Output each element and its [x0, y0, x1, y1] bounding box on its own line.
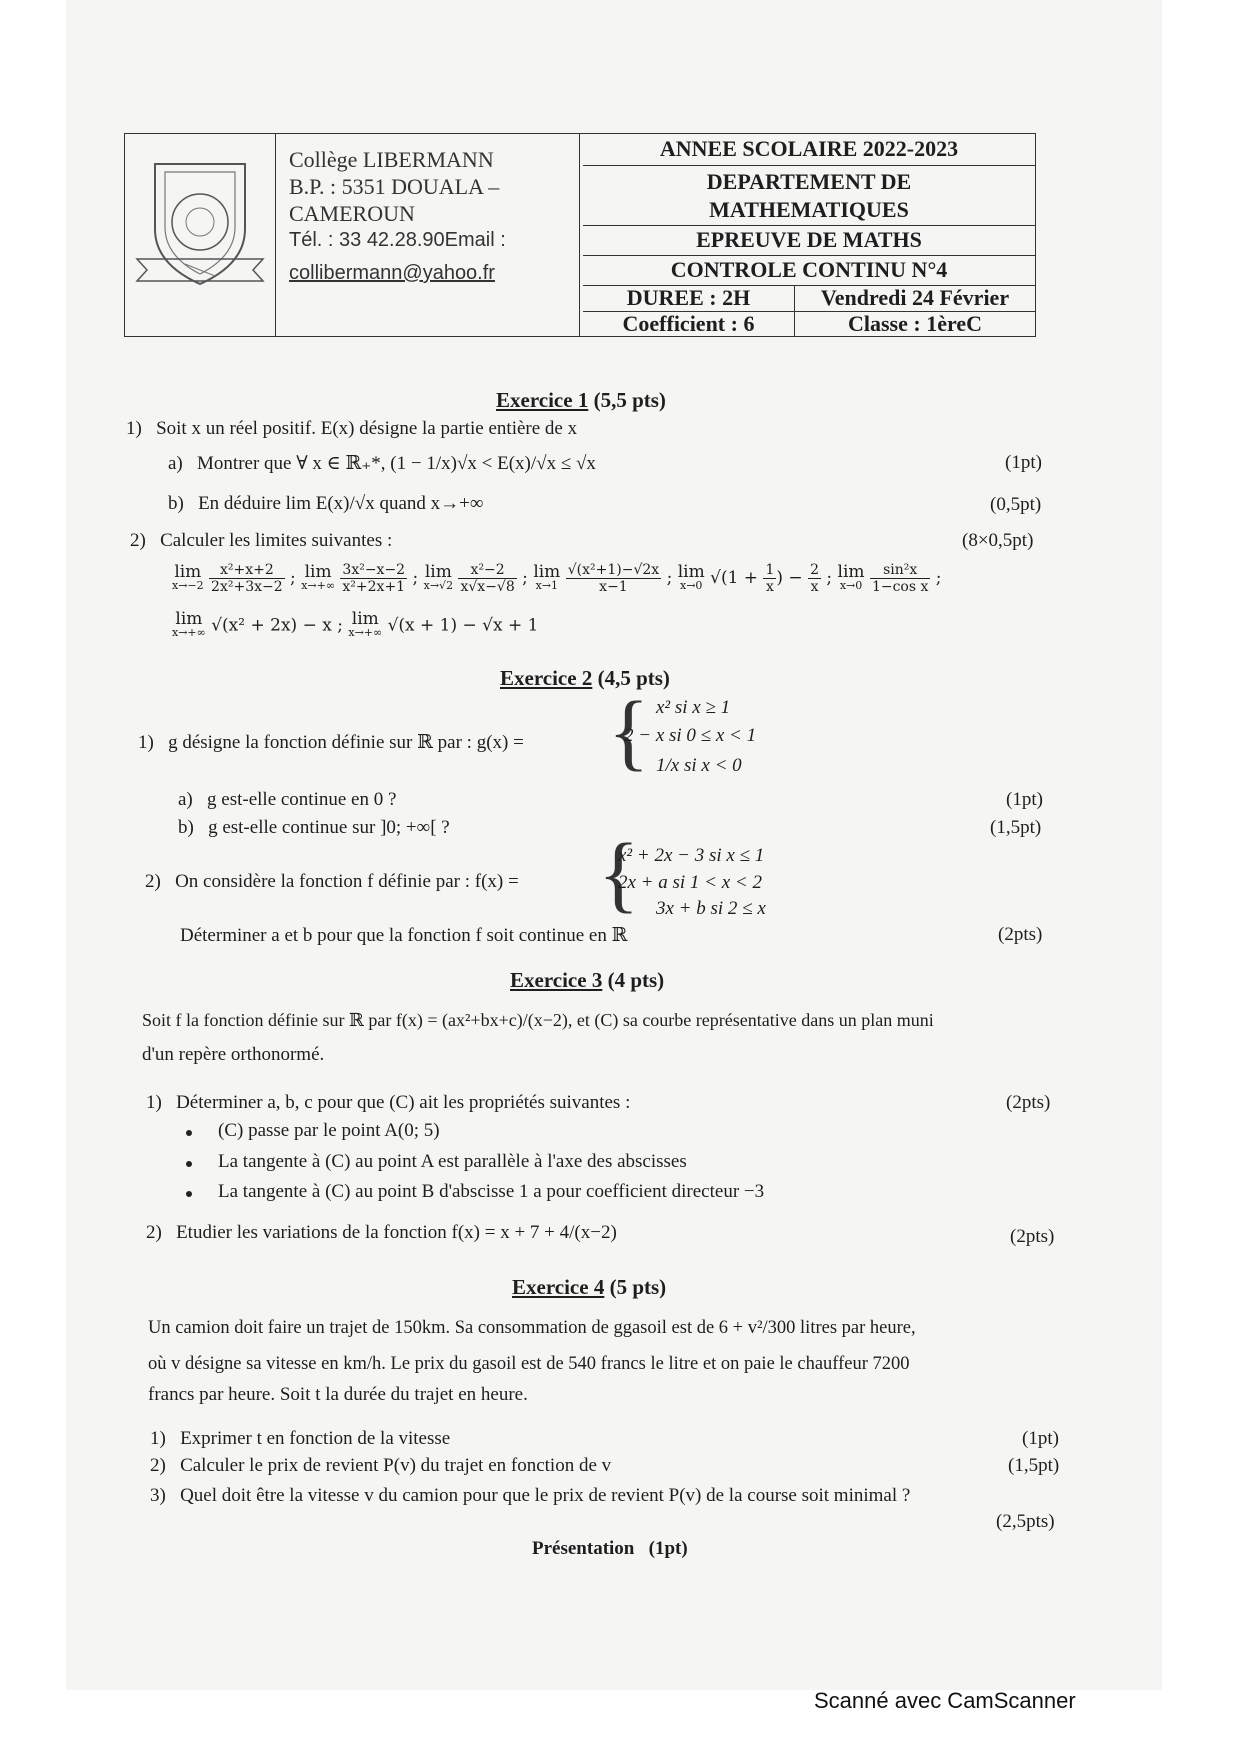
ex4-q1: 1) Exprimer t en fonction de la vitesse	[150, 1428, 451, 1449]
school-name: Collège LIBERMANN	[289, 147, 494, 172]
ex1-title: Exercice 1 (5,5 pts)	[496, 388, 666, 412]
ex3-intro-2: d'un repère orthonormé.	[142, 1044, 325, 1065]
ex2-q1a: a) g est-elle continue en 0 ?	[178, 789, 397, 810]
ex2-q1a-pts: (1pt)	[1006, 789, 1043, 810]
school-phone: Tél. : 33 42.28.90Email :	[289, 229, 506, 251]
f-brace: {	[598, 825, 640, 921]
department: DEPARTEMENT DE MATHEMATIQUES	[583, 166, 1035, 226]
ex4-q3-pts: (2,5pts)	[996, 1511, 1055, 1532]
presentation: Présentation (1pt)	[532, 1538, 688, 1559]
school-email: collibermann@yahoo.fr	[289, 262, 495, 284]
school-address-1: B.P. : 5351 DOUALA –	[289, 174, 500, 199]
ex4-q2: 2) Calculer le prix de revient P(v) du trajet en fonction de v	[150, 1455, 612, 1476]
f-case1: x² + 2x − 3 si x ≤ 1	[618, 845, 765, 866]
coefficient: Coefficient : 6	[583, 312, 795, 336]
ex3-title: Exercice 3 (4 pts)	[510, 968, 665, 992]
ex1-q1b-pts: (0,5pt)	[990, 494, 1042, 515]
ex4-p2: où v désigne sa vitesse en km/h. Le prix du gasoil est de 540 francs le litre et on paie le chauffeur 7200	[148, 1354, 910, 1374]
test-name: CONTROLE CONTINU N°4	[583, 256, 1035, 286]
ex3-q1: 1) Déterminer a, b, c pour que (C) ait les propriétés suivantes :	[146, 1092, 631, 1113]
subject: EPREUVE DE MATHS	[583, 226, 1035, 256]
exam-date: Vendredi 24 Février	[820, 285, 1010, 310]
header-table	[124, 133, 1036, 337]
duration: DUREE : 2H	[583, 286, 795, 312]
bullet-1	[186, 1130, 192, 1136]
limits-line1: lim x→−2 $\frac{\text{x²+x+2}}{\text{2x²+3x−2}}$ ; lim x→+∞ $\frac{\text{3x²−x−2}}{\text{x²+2x+1}}$ ; lim x→√2 $\frac{\text{x²−2}}{x√x-√8}$ ; lim x→1 $\frac{\text{√(x²+1)−√2x}}{x-1}$ ; lim x→0 √(1 + $\frac{1}{x}$ ) − $\frac{2}{x}$ ; lim x→0 $\frac{\text{sin²x}}{\text{1−cos x}}$ ;	[172, 561, 942, 595]
g-case1: x² si x ≥ 1	[656, 697, 731, 718]
class: Classe : 1èreC	[848, 311, 982, 336]
bullet-2	[186, 1161, 192, 1167]
ex2-q1b: b) g est-elle continue sur ]0; +∞[ ?	[178, 817, 450, 838]
g-case3: 1/x si x < 0	[656, 755, 742, 776]
school-address-2: CAMEROUN	[289, 201, 415, 226]
limits-line2: lim x→+∞ √(x² + 2x) − x ; lim x→+∞ √(x + 1) − √x + 1	[172, 609, 539, 639]
ex3-q2: 2) Etudier les variations de la fonction f(x) = x + 7 + 4/(x−2)	[146, 1222, 617, 1243]
ex1-q2: 2) Calculer les limites suivantes :	[130, 530, 393, 551]
ex3-intro-1: Soit f la fonction définie sur ℝ par f(x) = (ax²+bx+c)/(x−2), et (C) sa courbe représentative dans un plan muni	[142, 1010, 934, 1030]
ex2-q1: 1) g désigne la fonction définie sur ℝ par : g(x) =	[138, 732, 524, 753]
ex1-q2-pts: (8×0,5pt)	[962, 530, 1034, 551]
ex4-q2-pts: (1,5pt)	[1008, 1455, 1060, 1476]
ex1-q1b: b) En déduire lim E(x)/√x quand x→+∞	[168, 493, 484, 514]
ex4-q3: 3) Quel doit être la vitesse v du camion pour que le prix de revient P(v) de la course soit minimal ?	[150, 1485, 911, 1506]
ex2-q2-pts: (2pts)	[998, 924, 1043, 945]
ex3-b3: La tangente à (C) au point B d'abscisse 1 a pour coefficient directeur −3	[218, 1181, 765, 1202]
g-brace: {	[608, 683, 650, 779]
ex4-q1-pts: (1pt)	[1022, 1428, 1059, 1449]
ex4-p3: francs par heure. Soit t la durée du trajet en heure.	[148, 1384, 528, 1405]
school-logo	[125, 134, 276, 336]
ex2-q1b-pts: (1,5pt)	[990, 817, 1042, 838]
g-case2: 2 − x si 0 ≤ x < 1	[624, 725, 757, 746]
ex4-p1: Un camion doit faire un trajet de 150km. Sa consommation de ggasoil est de 6 + v²/300 litres par heure,	[148, 1318, 916, 1338]
camscanner-watermark: Scanné avec CamScanner	[814, 1688, 1076, 1713]
school-info	[275, 134, 580, 336]
ex3-q2-pts: (2pts)	[1010, 1226, 1055, 1247]
school-year: ANNEE SCOLAIRE 2022-2023	[583, 134, 1035, 166]
ex3-b2: La tangente à (C) au point A est parallèle à l'axe des abscisses	[218, 1151, 687, 1172]
coef-row	[583, 312, 1035, 336]
f-case2: 2x + a si 1 < x < 2	[618, 872, 763, 893]
duration-row	[583, 286, 1035, 312]
f-case3: 3x + b si 2 ≤ x	[656, 898, 766, 919]
ex1-q1a-pts: (1pt)	[1005, 452, 1042, 473]
ex1-q1: 1) Soit x un réel positif. E(x) désigne la partie entière de x	[126, 418, 578, 439]
ex4-title: Exercice 4 (5 pts)	[512, 1275, 667, 1299]
exam-info	[583, 134, 1035, 336]
ex2-title: Exercice 2 (4,5 pts)	[500, 666, 670, 690]
ex3-q1-pts: (2pts)	[1006, 1092, 1051, 1113]
bullet-3	[186, 1191, 192, 1197]
ex1-q1a: a) Montrer que ∀ x ∈ ℝ₊*, (1 − 1/x)√x < E(x)/√x ≤ √x	[168, 453, 596, 474]
ex2-q2: 2) On considère la fonction f définie par : f(x) =	[145, 871, 519, 892]
ex3-b1: (C) passe par le point A(0; 5)	[218, 1120, 440, 1141]
ex2-q2b: Déterminer a et b pour que la fonction f soit continue en ℝ	[180, 925, 628, 946]
